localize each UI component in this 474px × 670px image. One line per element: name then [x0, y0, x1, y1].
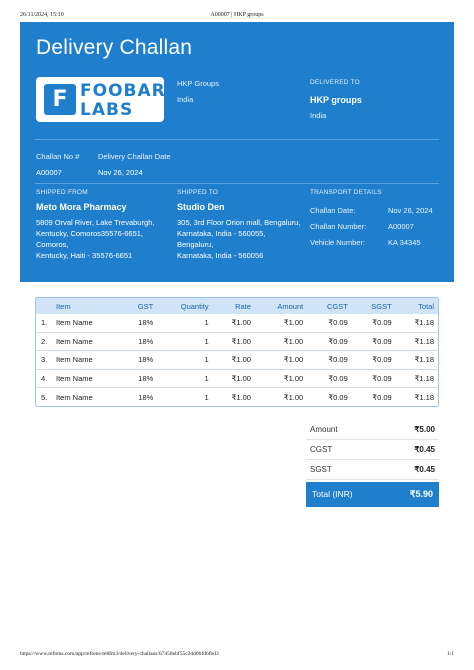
print-header [20, 12, 454, 22]
shipped-to-address-line: 305, 3rd Floor Orion mall, Bengaluru, [177, 218, 301, 227]
shipped-from-address-line: Kentucky, Comoros35576-6651, [36, 229, 144, 238]
column-header: Amount [277, 301, 304, 311]
shipped-to-label: SHIPPED TO [177, 189, 219, 196]
table-cell: ₹0.09 [352, 388, 396, 406]
print-page-number: 1/1 [446, 651, 454, 657]
table-cell: ₹1.00 [213, 388, 255, 406]
table-cell: ₹0.09 [307, 388, 352, 406]
table-cell: 18% [138, 318, 154, 328]
table-cell: ₹0.09 [307, 369, 352, 387]
table-cell: 1 [204, 318, 209, 328]
shipped-from-address-line: 5809 Orval River, Lake Trevaburgh, [36, 218, 155, 227]
table-cell: ₹1.00 [213, 351, 255, 369]
logo-mark-icon: F [44, 84, 76, 115]
table-cell: ₹0.09 [352, 369, 396, 387]
table-cell: Item Name [52, 332, 121, 350]
table-row [36, 351, 438, 369]
challan-date-value: Nov 26, 2024 [98, 168, 143, 177]
table-cell: Item Name [52, 351, 121, 369]
challan-no-label: Challan No # [36, 152, 80, 161]
banner-divider [35, 139, 439, 140]
table-cell: ₹1.00 [283, 318, 304, 328]
print-url: https://www.refrens.com/app/refrens-te8fm3/delivery-challans/67458ebf55c2dd06fd6fbd3 [20, 651, 219, 657]
table-cell: ₹1.18 [396, 332, 438, 350]
shipped-to-address-line: Karnataka, India - 560055, [177, 229, 266, 238]
column-header [36, 298, 52, 314]
shipped-to-name: Studio Den [177, 202, 225, 212]
table-cell: 18% [121, 388, 157, 406]
company-logo [36, 77, 164, 122]
totals-row-amount [306, 420, 439, 440]
table-cell: ₹1.00 [213, 369, 255, 387]
shipped-from-label: SHIPPED FROM [36, 189, 88, 196]
print-doc-title: A00007 | HKP groups [210, 12, 264, 18]
table-cell: Item Name [52, 388, 121, 406]
column-header: Item [56, 301, 71, 311]
print-datetime: 26/11/2024, 15:10 [20, 12, 64, 18]
table-cell: 4. [36, 369, 52, 387]
sender-country: India [177, 95, 194, 104]
table-row [36, 369, 438, 387]
delivered-to-label: DELIVERED TO [310, 79, 360, 86]
table-cell: ₹1.18 [396, 351, 438, 369]
table-cell: ₹0.09 [307, 351, 352, 369]
cgst-label: CGST [310, 445, 333, 454]
shipped-from-address-line: Comoros, [36, 240, 69, 249]
table-cell: ₹1.00 [231, 318, 251, 328]
table-row [36, 332, 438, 350]
table-cell: ₹1.18 [396, 388, 438, 406]
table-cell: ₹1.18 [414, 318, 434, 328]
delivered-to-name: HKP groups [310, 95, 362, 105]
table-cell: ₹1.00 [255, 332, 307, 350]
table-cell: ₹1.00 [255, 369, 307, 387]
grand-total-row [306, 482, 439, 507]
table-cell: ₹0.09 [352, 332, 396, 350]
table-cell: Item Name [52, 369, 121, 387]
table-cell: 1 [157, 351, 213, 369]
total-value: ₹5.90 [409, 489, 433, 499]
table-cell: ₹0.09 [328, 318, 348, 328]
challan-header-banner [20, 22, 454, 282]
logo-text-line2: LABS [80, 100, 134, 120]
cgst-value: ₹0.45 [414, 445, 435, 454]
shipped-from-name: Meto Mora Pharmacy [36, 202, 127, 212]
table-cell: 1 [157, 332, 213, 350]
table-cell: Item Name [56, 318, 93, 328]
totals-row-sgst [306, 460, 439, 480]
challan-no-value: A00007 [36, 168, 62, 177]
table-row [36, 314, 438, 332]
transport-value: Nov 26, 2024 [388, 206, 433, 215]
challan-date-label: Delivery Challan Date [98, 152, 171, 161]
transport-key: Challan Number: [310, 222, 367, 231]
table-cell: ₹1.00 [255, 351, 307, 369]
totals-row-cgst [306, 440, 439, 460]
table-cell: 2. [36, 332, 52, 350]
table-cell: 3. [36, 351, 52, 369]
table-cell: ₹0.09 [352, 351, 396, 369]
table-header-row [36, 298, 438, 314]
column-header: CGST [326, 301, 348, 311]
transport-key: Vehicle Number: [310, 238, 366, 247]
table-cell: 1 [157, 369, 213, 387]
column-header: SGST [371, 301, 392, 311]
delivered-to-country: India [310, 111, 327, 120]
table-cell: ₹0.09 [307, 332, 352, 350]
banner-divider [35, 183, 439, 184]
column-header: GST [137, 301, 154, 311]
sgst-label: SGST [310, 465, 332, 474]
table-cell: 18% [121, 332, 157, 350]
column-header: Rate [235, 301, 251, 311]
table-cell: 5. [36, 388, 52, 406]
shipped-from-address-line: Kentucky, Haiti - 35576-6651 [36, 251, 133, 260]
logo-text-line1: FOOBAR [80, 81, 166, 101]
document-title: Delivery Challan [36, 36, 193, 59]
table-cell: ₹0.09 [372, 318, 392, 328]
totals-summary [306, 420, 439, 507]
table-cell: 18% [121, 351, 157, 369]
table-cell: 1. [41, 318, 48, 328]
column-header: Total [418, 301, 434, 311]
transport-key: Challan Date: [310, 206, 356, 215]
sgst-value: ₹0.45 [414, 465, 435, 474]
transport-value: KA 34345 [388, 238, 421, 247]
print-footer [20, 651, 454, 661]
table-cell: ₹1.00 [213, 332, 255, 350]
table-cell: 18% [121, 369, 157, 387]
shipped-to-address-line: Karnataka, India - 560056 [177, 251, 264, 260]
table-cell: 1 [157, 388, 213, 406]
transport-details-label: TRANSPORT DETAILS [310, 189, 382, 196]
amount-value: ₹5.00 [414, 425, 435, 434]
table-row [36, 388, 438, 406]
total-label: Total (INR) [312, 489, 353, 499]
column-header: Quantity [180, 301, 209, 311]
sender-company: HKP Groups [177, 79, 219, 88]
items-table [35, 297, 439, 407]
table-cell: ₹1.00 [255, 388, 307, 406]
table-cell: ₹1.18 [396, 369, 438, 387]
transport-value: A00007 [388, 222, 414, 231]
amount-label: Amount [310, 425, 338, 434]
shipped-to-address-line: Bengaluru, [177, 240, 214, 249]
